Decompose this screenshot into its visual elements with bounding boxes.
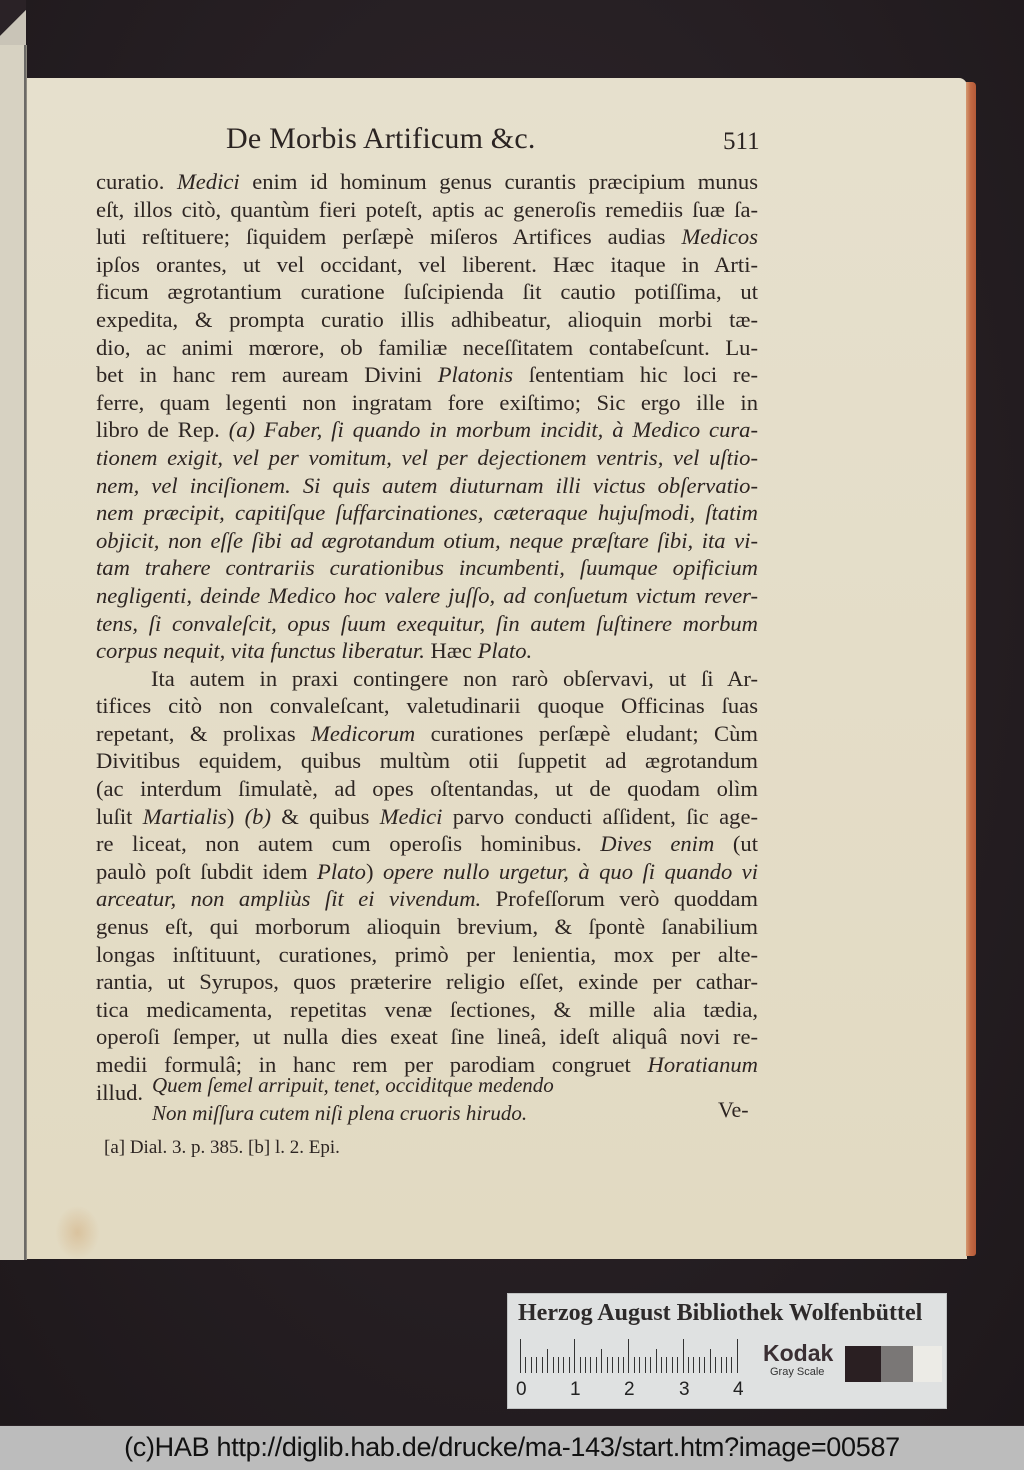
text-line	[96, 1023, 758, 1051]
ruler-label: 4	[733, 1379, 744, 1400]
foxing-stain	[55, 1205, 100, 1260]
ruler-tick	[639, 1357, 640, 1373]
ruler-tick	[731, 1357, 732, 1373]
color-calibration-card	[507, 1293, 947, 1409]
ruler-tick	[715, 1357, 716, 1373]
ruler-tick	[585, 1357, 586, 1373]
roman-text: (ac interdum ſimulatè, ad opes oſtentandas, ut de quodam olìm	[96, 776, 758, 802]
italic-text: Platonis	[437, 362, 514, 388]
roman-text: longas inſtituunt, curationes, primò per lenientia, mox per alte-	[96, 941, 758, 967]
roman-text: tica medicamenta, repetitas venæ ſectiones, & mille alia tædia,	[96, 996, 758, 1022]
text-line	[96, 830, 758, 858]
text-line	[96, 885, 758, 913]
roman-text: (ut	[714, 831, 758, 857]
italic-text: (a) Faber, ſi quando in morbum incidit, à Medico cura-	[228, 417, 758, 443]
ruler-label: 1	[570, 1379, 581, 1400]
roman-text: Hæc	[430, 638, 478, 664]
gray-swatch-mid	[881, 1346, 913, 1382]
library-name: Herzog August Bibliothek Wolfenbüttel	[518, 1300, 923, 1326]
text-line	[96, 251, 758, 279]
ruler-scale	[520, 1339, 752, 1373]
text-line	[96, 416, 758, 444]
italic-text: Medicos	[681, 224, 758, 250]
roman-text: Ita autem in praxi contingere non rarò obſervavi, ut ſi Ar-	[151, 665, 758, 691]
footnote: [a] Dial. 3. p. 385. [b] l. 2. Epi.	[104, 1137, 340, 1158]
italic-text: Plato	[317, 858, 366, 884]
ruler-tick	[710, 1349, 711, 1373]
ruler-tick	[601, 1349, 602, 1373]
ruler-tick	[569, 1357, 570, 1373]
ruler-tick	[590, 1357, 591, 1373]
ruler-tick	[623, 1357, 624, 1373]
ruler-label: 3	[679, 1379, 690, 1400]
text-line	[96, 278, 758, 306]
ruler-tick	[531, 1357, 532, 1373]
roman-text: curationes perſæpè eludant; Cùm	[415, 720, 758, 746]
kodak-logo: Kodak	[763, 1340, 834, 1366]
roman-text: bet in hanc rem auream Divini	[96, 362, 438, 388]
ruler-tick	[666, 1357, 667, 1373]
text-line	[96, 527, 758, 555]
ruler-label: 2	[624, 1379, 635, 1400]
text-line	[96, 444, 758, 472]
ruler-tick	[683, 1339, 684, 1373]
ruler-tick	[699, 1357, 700, 1373]
roman-text: )	[365, 858, 383, 884]
ruler-tick	[558, 1357, 559, 1373]
ruler-tick	[688, 1357, 689, 1373]
roman-text: enim id hominum genus curantis præcipium munus	[239, 169, 758, 194]
ruler-tick	[596, 1357, 597, 1373]
ruler-tick	[672, 1357, 673, 1373]
text-line	[96, 996, 758, 1024]
roman-text: illud.	[96, 1079, 144, 1105]
ruler-tick	[628, 1339, 629, 1373]
gray-swatch-light	[913, 1346, 942, 1382]
ruler-label: 0	[516, 1379, 527, 1400]
body-text	[96, 168, 758, 1106]
verse-line: Quem ſemel arripuit, tenet, occiditque medendo	[152, 1073, 554, 1097]
text-line	[96, 499, 758, 527]
roman-text: curatio.	[96, 169, 177, 194]
text-line	[96, 941, 758, 969]
text-line	[96, 306, 758, 334]
ruler-tick	[574, 1339, 575, 1373]
roman-text: & quibus	[271, 803, 380, 829]
ruler-tick	[563, 1357, 564, 1373]
roman-text: genus eſt, qui morborum alioquin brevium, & ſpontè ſanabilium	[96, 914, 758, 940]
roman-text: rantia, ut Syrupos, quos præterire religio eſſet, exinde per cathar-	[96, 969, 758, 995]
text-line	[96, 610, 758, 638]
text-line	[96, 858, 758, 886]
ruler-tick	[645, 1357, 646, 1373]
text-line	[96, 389, 758, 417]
gray-swatch-dark	[845, 1346, 881, 1382]
italic-text: tionem exigit, vel per vomitum, vel per dejectionem ventris, vel uſtio-	[96, 444, 758, 470]
roman-text: luſit	[96, 803, 143, 829]
ruler-tick	[704, 1357, 705, 1373]
roman-text: paulò poſt ſubdit idem	[96, 858, 318, 884]
roman-text: re liceat, non autem cum operoſis hominibus.	[96, 831, 601, 857]
text-line	[96, 775, 758, 803]
text-line	[96, 747, 758, 775]
ruler-tick	[618, 1357, 619, 1373]
italic-text: Dives enim	[600, 831, 715, 857]
ruler-tick	[737, 1339, 738, 1373]
ruler-tick	[693, 1357, 694, 1373]
gutter-line	[24, 45, 26, 1260]
ruler-tick	[656, 1349, 657, 1373]
text-line	[96, 913, 758, 941]
italic-text: tam trahere contrariis curationibus incumbenti, ſuumque opificium	[96, 555, 758, 581]
page-fore-edge	[966, 82, 976, 1256]
italic-text: objicit, non eſſe ſibi ad ægrotandum otium, neque præſtare ſibi, ita vi-	[96, 527, 758, 553]
verse-quotation	[152, 1071, 772, 1127]
roman-text: )	[226, 803, 245, 829]
ruler-tick	[607, 1357, 608, 1373]
previous-leaf-edge	[0, 45, 27, 1260]
roman-text: tifices citò non convaleſcant, valetudinarii quoque Officinas ſuas	[96, 693, 758, 719]
italic-text: Martialis	[142, 803, 227, 829]
text-line	[96, 472, 758, 500]
copyright-url: (c)HAB http://diglib.hab.de/drucke/ma-143/start.htm?image=00587	[124, 1432, 900, 1462]
roman-text: dio, ac animi mœrore, ob familiæ neceſſitatem contabeſcunt. Lu-	[96, 334, 758, 360]
italic-text: opere nullo urgetur, à quo ſi quando vi	[382, 858, 758, 884]
ruler-tick	[542, 1357, 543, 1373]
roman-text: ficum ægrotantium curatione ſuſcipienda ſit cautio potiſſima, ut	[96, 279, 758, 305]
text-line	[96, 665, 758, 693]
verse-line: Non miſſura cutem niſi plena cruoris hirudo.	[152, 1101, 528, 1125]
italic-text: (b)	[244, 803, 271, 829]
italic-text: negligenti, deinde Medico hoc valere juſſo, ad conſuetum victum rever-	[96, 582, 758, 608]
italic-text: Plato.	[477, 638, 533, 664]
ruler-tick	[634, 1357, 635, 1373]
text-line	[96, 334, 758, 362]
text-line	[96, 968, 758, 996]
text-line	[96, 554, 758, 582]
text-line	[96, 803, 758, 831]
roman-text: operoſi ſemper, ut nulla dies exeat ſine lineâ, ideſt aliquâ novi re-	[96, 1024, 758, 1050]
text-line	[96, 223, 758, 251]
text-line	[96, 361, 758, 389]
copyright-caption-bar	[0, 1426, 1024, 1470]
text-line	[96, 168, 758, 196]
ruler-tick	[547, 1349, 548, 1373]
page-number: 511	[723, 128, 760, 155]
gray-scale-label: Gray Scale	[770, 1366, 825, 1378]
italic-text: nem præcipit, capitiſque ſuffarcinationes, cæteraque hujuſmodi, ſtatim	[96, 500, 758, 526]
ruler-tick	[580, 1357, 581, 1373]
italic-text: tens, ſi convaleſcit, opus ſuum exequitur, ſin autem ſuſtinere morbum	[96, 610, 758, 636]
text-line	[96, 582, 758, 610]
ruler-tick	[726, 1357, 727, 1373]
catchword: Ve-	[718, 1097, 749, 1122]
ruler-tick	[612, 1357, 613, 1373]
text-line	[96, 692, 758, 720]
leaf-corner	[0, 0, 26, 45]
italic-text: corpus nequit, vita functus liberatur.	[96, 638, 431, 664]
italic-text: Medici	[379, 803, 443, 829]
italic-text: Medicorum	[311, 720, 416, 746]
ruler-tick	[536, 1357, 537, 1373]
roman-text: ſententiam hic loci re-	[513, 362, 758, 388]
ruler-tick	[525, 1357, 526, 1373]
ruler-tick	[721, 1357, 722, 1373]
text-line	[96, 720, 758, 748]
roman-text: eſt, illos citò, quantùm fieri poteſt, aptis ac generoſis remediis ſuæ ſa-	[96, 196, 758, 222]
ruler-tick	[661, 1357, 662, 1373]
italic-text: Medici	[176, 169, 240, 194]
roman-text: ferre, quam legenti non ingratam fore exiſtimo; Sic ergo ille in	[96, 389, 758, 415]
ruler-tick	[677, 1357, 678, 1373]
ruler-tick	[650, 1357, 651, 1373]
roman-text: luti reſtituere; ſiquidem perſæpè miſeros Artifices audias	[96, 224, 682, 250]
roman-text: ipſos orantes, ut vel occidant, vel liberent. Hæc itaque in Arti-	[96, 251, 758, 277]
roman-text: repetant, & prolixas	[96, 720, 312, 746]
roman-text: medii formulâ; in hanc rem per parodiam congruet	[96, 1052, 648, 1077]
italic-text: nem, vel inciſionem. Si quis autem diuturnam illi victus obſervatio-	[96, 472, 758, 498]
ruler-tick	[520, 1339, 521, 1373]
roman-text: parvo conducti aſſident, ſic age-	[442, 803, 758, 829]
text-line	[96, 637, 758, 665]
roman-text: libro de Rep.	[96, 417, 229, 443]
roman-text: Profeſſorum verò quoddam	[481, 886, 758, 912]
roman-text: Divitibus equidem, quibus multùm otii ſuppetit ad ægrotandum	[96, 748, 758, 774]
italic-text: arceatur, non ampliùs ſit ei vivendum.	[96, 886, 482, 912]
ruler-tick	[553, 1357, 554, 1373]
italic-text: Horatianum	[647, 1052, 758, 1077]
running-head: De Morbis Artificum &c.	[226, 122, 536, 155]
text-line	[96, 196, 758, 224]
roman-text: expedita, & prompta curatio illis adhibeatur, alioquin morbi tæ-	[96, 306, 758, 332]
